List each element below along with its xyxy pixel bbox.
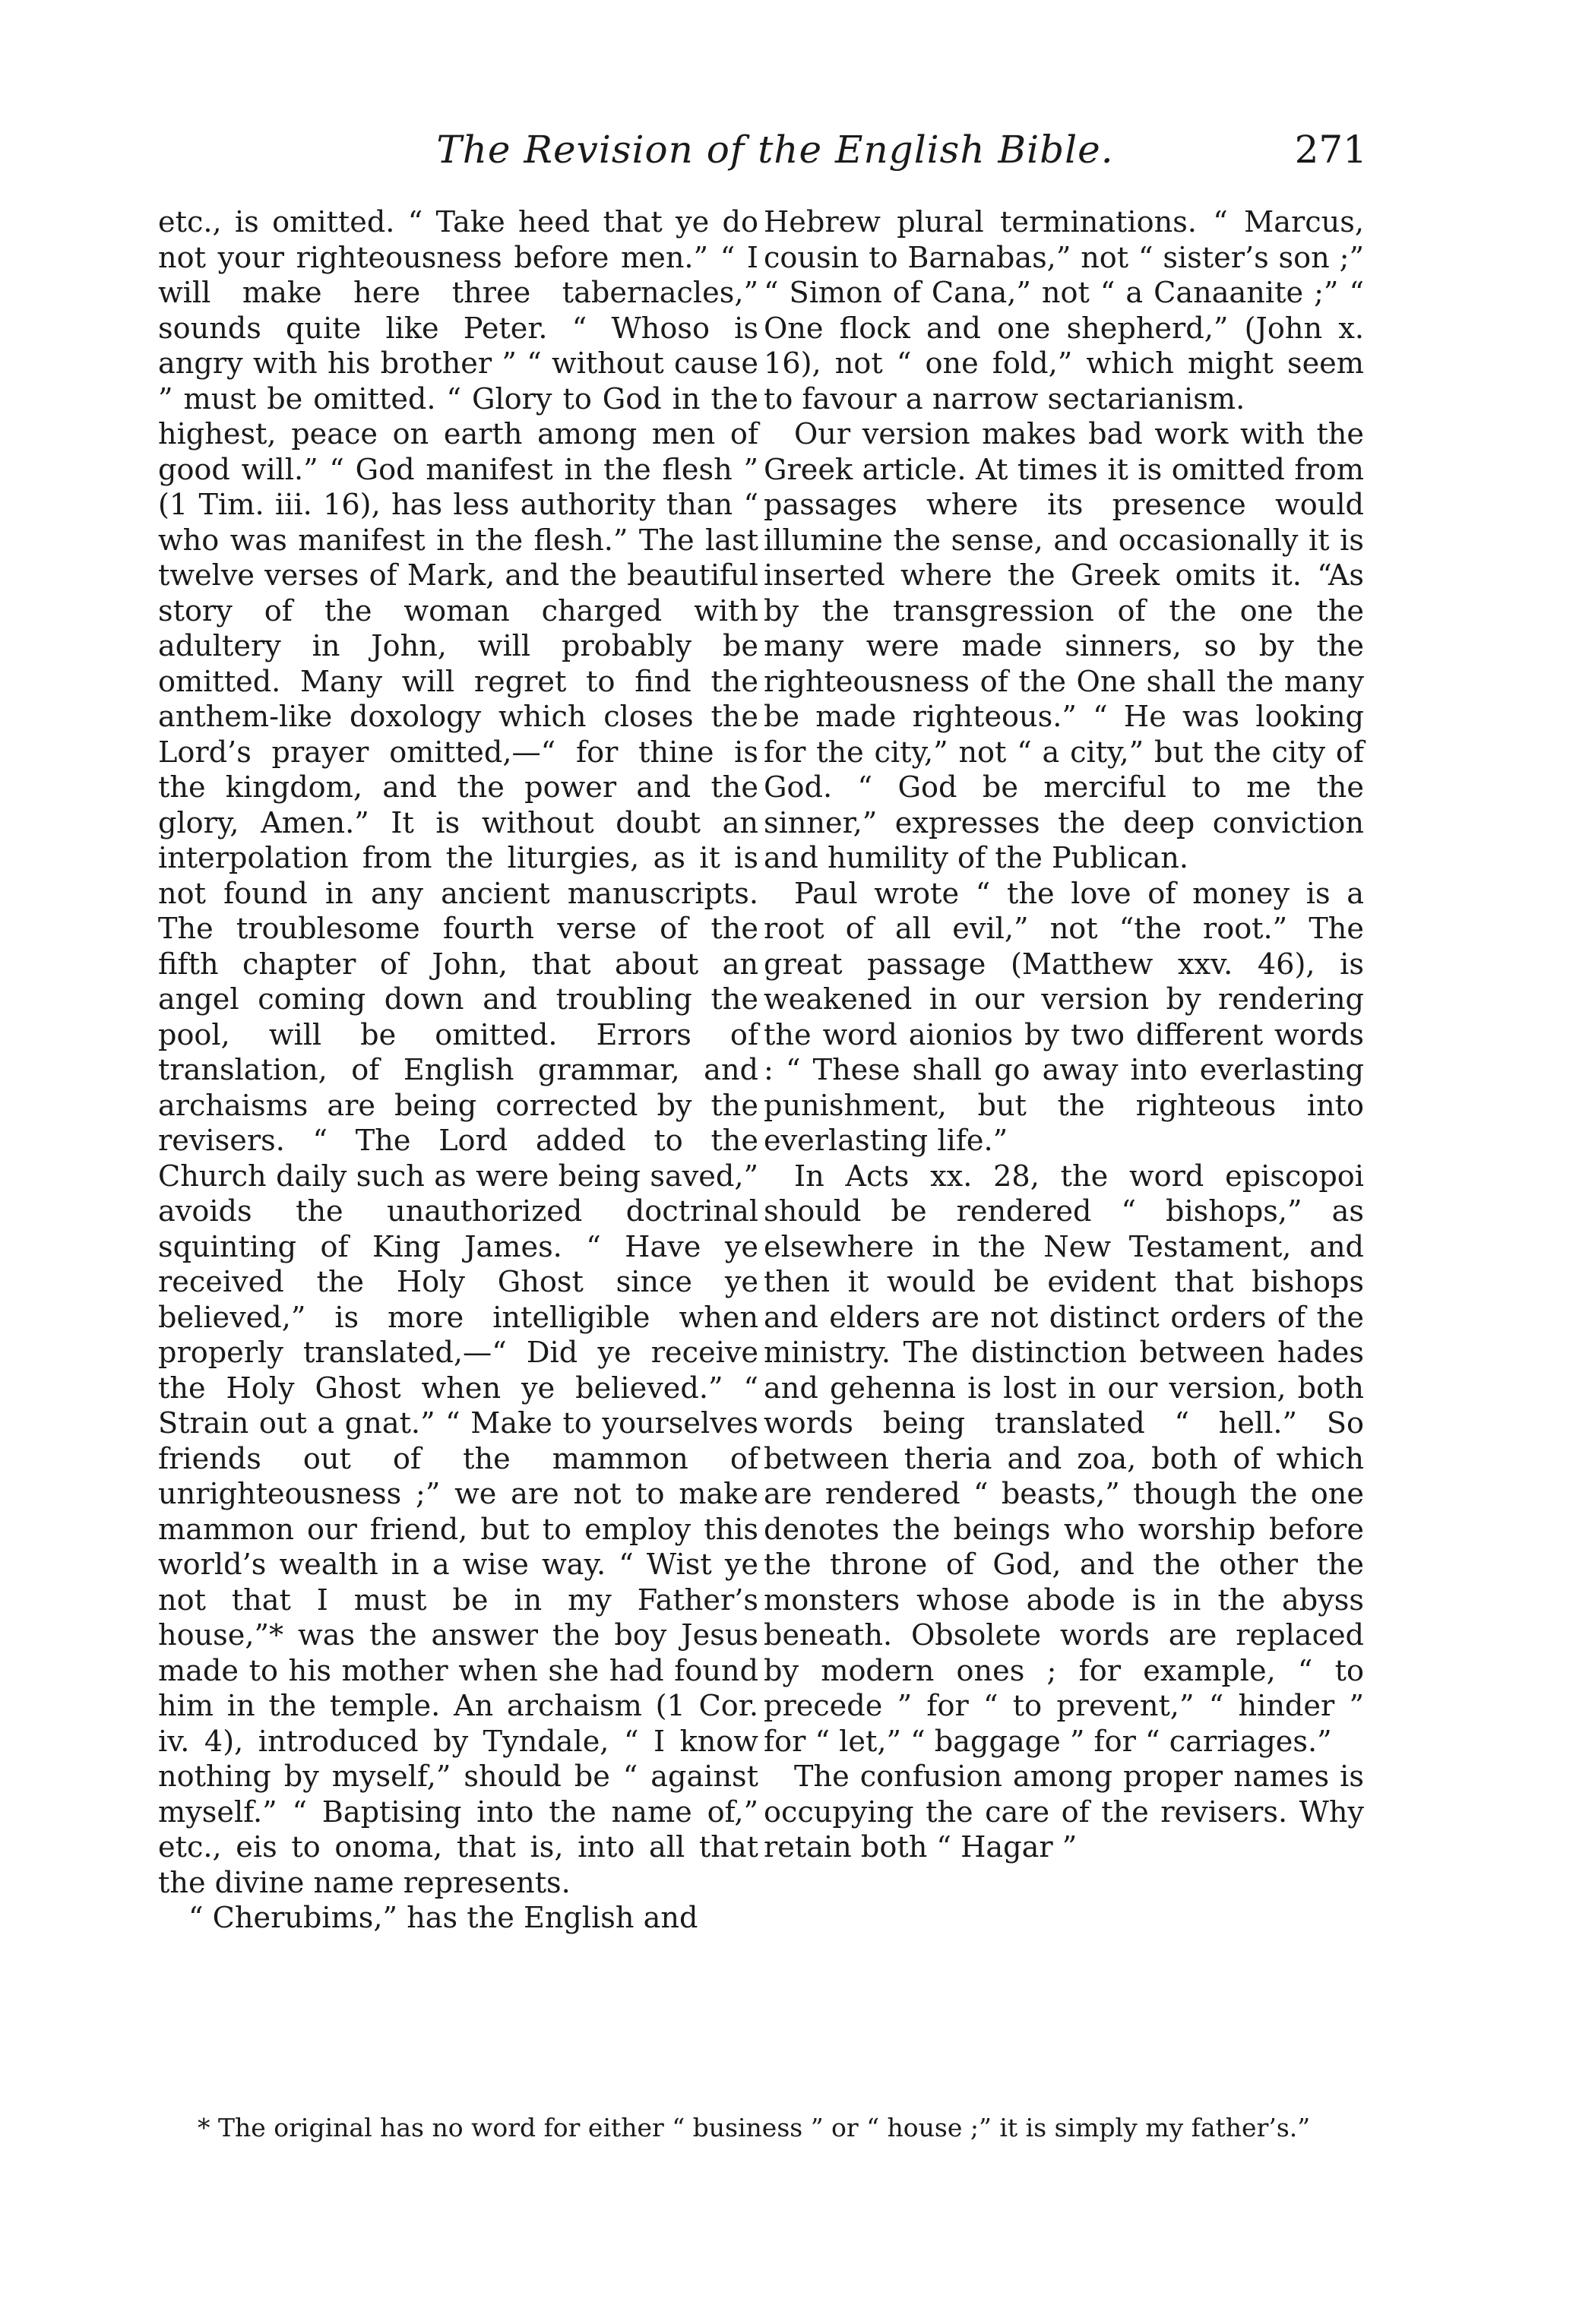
left-paragraph-2: “ Cherubims,” has the English and — [188, 1902, 698, 1935]
right-paragraph-4: In Acts xx. 28, the word episcopoi should be rendered “ bishops,” as elsewhere in the New Testament, and then it would be evident that bishops and elders are not distinct orders of the ministry. The distinction between hades and gehenna is lost in our version, both words being translated “ hell.” So between theria and zoa, both of which are rendered “ beasts,” though the one denotes the beings who worship before the throne of God, and the other the monsters whose abode is in the abyss beneath. Obsolete words are replaced by modern ones ; for example, “ to precede ” for “ to prevent,” “ hinder ” for “ let,” “ baggage ” for “ carriages.” — [764, 1159, 1364, 1759]
right-paragraph-2: Our version makes bad work with the Greek article. At times it is omitted from passages where its presence would illumine the sense, and occasionally it is inserted where the Greek omits it. “As by the transgression of the one the many were made sinners, so by the righteousness of the One shall the many be made righteous.” “ He was looking for the city,” not “ a city,” but the city of God. “ God be merciful to me the sinner,” expresses the deep conviction and humility of the Publican. — [764, 418, 1364, 875]
page-number: 271 — [1294, 128, 1367, 172]
right-column — [764, 205, 1364, 1866]
left-paragraph-1: etc., is omitted. “ Take heed that ye do not your righteousness before men.” “ I will make here three tabernacles,” sounds quite like Peter. “ Whoso is angry with his brother ” “ without cause ” must be omitted. “ Glory to God in the highest, peace on earth among men of good will.” “ God manifest in the flesh ” (1 Tim. iii. 16), has less authority than “ who was manifest in the flesh.” The last twelve verses of Mark, and the beautiful story of the woman charged with adultery in John, will probably be omitted. Many will regret to find the anthem-like doxology which closes the Lord’s prayer omitted,—“ for thine is the kingdom, and the power and the glory, Amen.” It is without doubt an interpolation from the liturgies, as it is not found in any ancient manuscripts. The troublesome fourth verse of the fifth chapter of John, that about an angel coming down and troubling the pool, will be omitted. Errors of translation, of English grammar, and archaisms are being corrected by the revisers. “ The Lord added to the Church daily such as were being saved,” avoids the unauthorized doctrinal squinting of King James. “ Have ye received the Holy Ghost since ye believed,” is more intelligible when properly translated,—“ Did ye receive the Holy Ghost when ye believed.” “ Strain out a gnat.” “ Make to yourselves friends out of the mammon of unrighteousness ;” we are not to make mammon our friend, but to employ this world’s wealth in a wise way. “ Wist ye not that I must be in my Father’s house,”* was the answer the boy Jesus made to his mother when she had found him in the temple. An archaism (1 Cor. iv. 4), introduced by Tyndale, “ I know nothing by myself,” should be “ against myself.” “ Baptising into the name of,” etc., eis to onoma, that is, into all that the divine name represents. — [158, 206, 758, 1900]
footnote: * The original has no word for either “ business ” or “ house ;” it is simply my father’s.” — [198, 2113, 1311, 2142]
left-column — [158, 205, 758, 1937]
right-paragraph-1: Hebrew plural terminations. “ Marcus, cousin to Barnabas,” not “ sister’s son ;” “ Simon of Cana,” not “ a Canaanite ;” “ One flock and one shepherd,” (John x. 16), not “ one fold,” which might seem to favour a narrow sectarianism. — [764, 206, 1364, 416]
right-paragraph-5: The confusion among proper names is occupying the care of the revisers. Why retain both “ Hagar ” — [764, 1760, 1364, 1864]
right-paragraph-3: Paul wrote “ the love of money is a root of all evil,” not “the root.” The great passage (Matthew xxv. 46), is weakened in our version by rendering the word aionios by two different words : “ These shall go away into everlasting punishment, but the righteous into everlasting life.” — [764, 877, 1364, 1158]
running-title: The Revision of the English Bible. — [436, 128, 1114, 172]
